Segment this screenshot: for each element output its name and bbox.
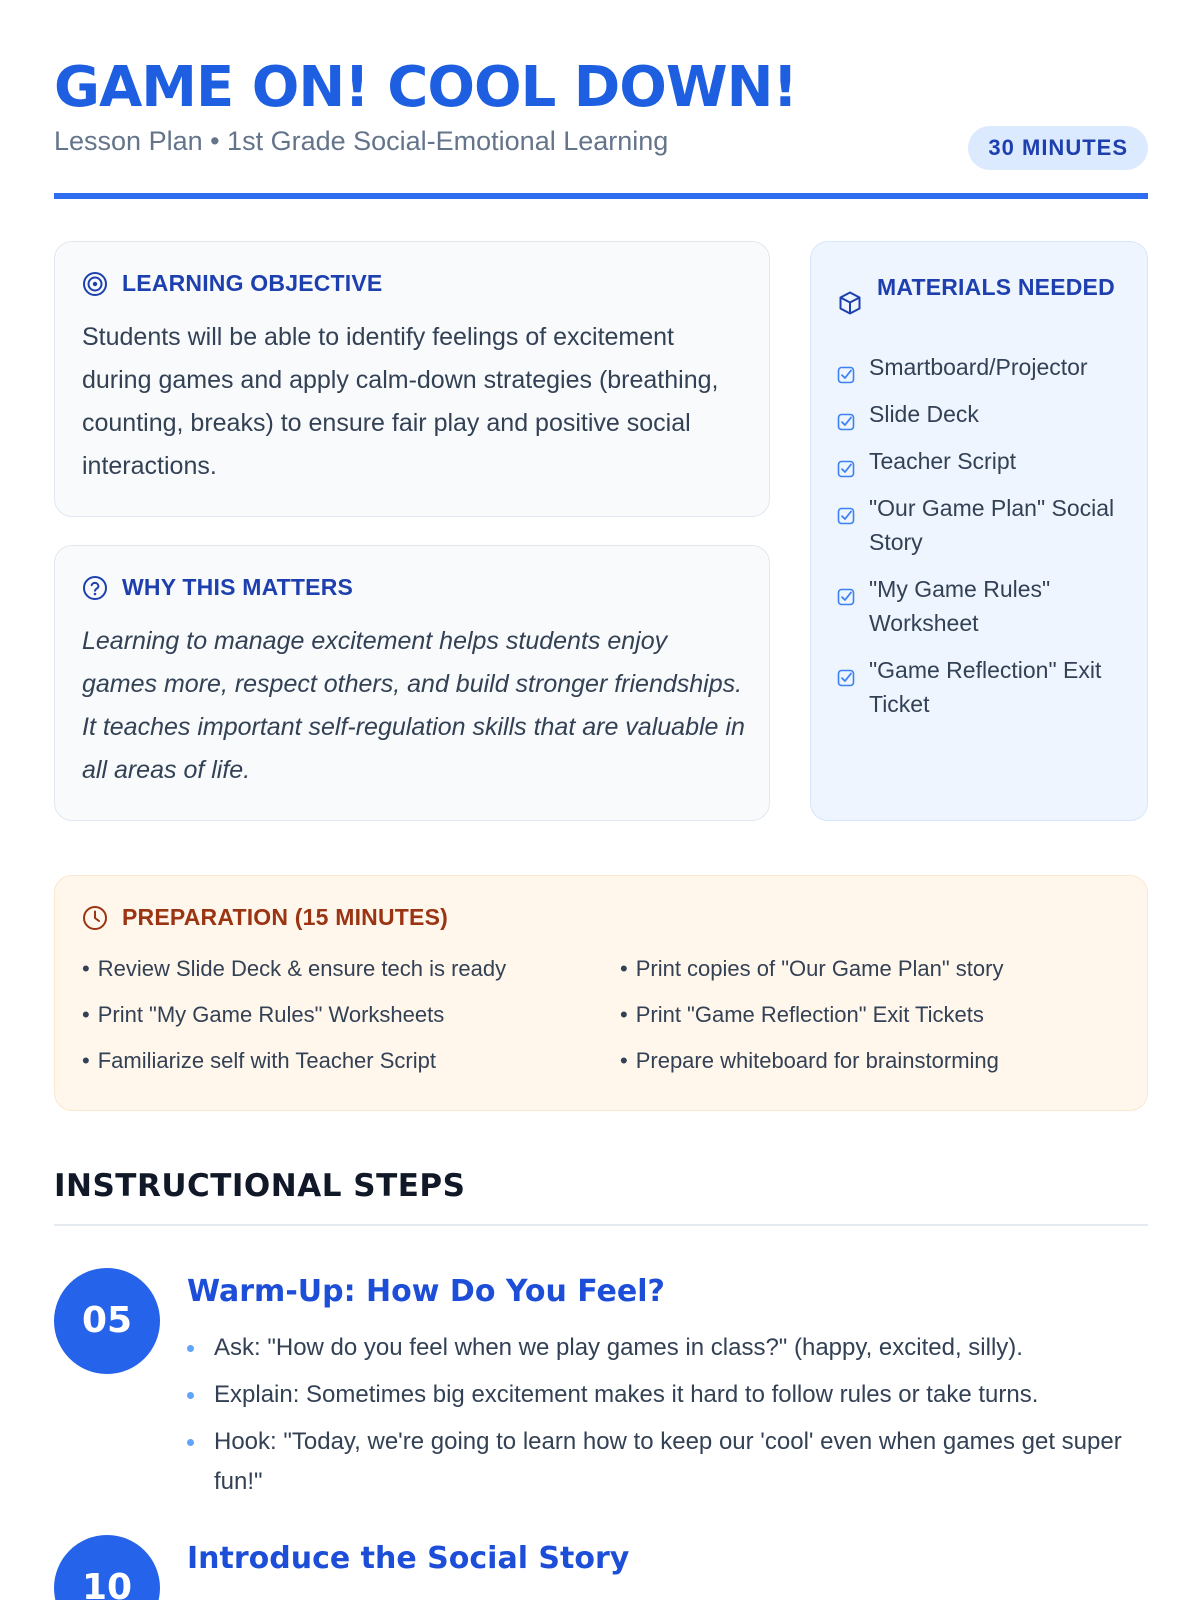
checkbox-checked-icon [837,662,855,680]
preparation-item: • Print "Game Reflection" Exit Tickets [620,1000,1122,1030]
learning-objective-title: LEARNING OBJECTIVE [122,270,383,296]
preparation-item: • Prepare whiteboard for brainstorming [620,1046,1122,1076]
why-this-matters-title: WHY THIS MATTERS [122,574,354,600]
preparation-item: • Print "My Game Rules" Worksheets [82,1000,620,1030]
checkbox-checked-icon [837,581,855,599]
steps-divider [54,1224,1148,1226]
checkbox-checked-icon [837,406,855,424]
materials-item-label: Teacher Script [869,448,1017,474]
instructional-steps-heading: INSTRUCTIONAL STEPS [54,1168,466,1204]
materials-item [837,350,1133,384]
materials-item-label: Smartboard/Projector [869,354,1088,380]
step-bullet: Ask: "How do you feel when we play games in class?" (happy, excited, silly). [187,1328,1148,1368]
preparation-item: • Review Slide Deck & ensure tech is ready [82,954,620,984]
learning-objective-heading [82,270,382,297]
preparation-item: • Print copies of "Our Game Plan" story [620,954,1122,984]
materials-item-label: "Game Reflection" Exit Ticket [869,657,1102,717]
materials-item [837,572,1133,640]
question-circle-icon [82,575,108,601]
target-icon [82,271,108,297]
preparation-list [82,954,1122,1076]
step-bullet-list [187,1328,1148,1509]
materials-heading [837,270,1127,316]
why-this-matters-card [54,545,770,821]
duration-badge: 30 MINUTES [968,126,1148,170]
learning-objective-card [54,241,770,517]
materials-item-label: Slide Deck [869,401,979,427]
why-this-matters-heading [82,574,353,601]
header-divider [54,193,1148,199]
page-title: GAME ON! COOL DOWN! [54,55,798,120]
materials-item [837,444,1133,478]
materials-item [837,397,1133,431]
materials-title: MATERIALS NEEDED [877,274,1115,300]
checkbox-checked-icon [837,453,855,471]
learning-objective-text: Students will be able to identify feelings of excitement during games and apply calm-down strategies (breathing, counting, breaks) to ensure fair play and positive social interactions. [82,323,719,480]
step-minutes-badge: 10 [54,1535,160,1600]
checkbox-checked-icon [837,500,855,518]
step-minutes-badge: 05 [54,1268,160,1374]
materials-item [837,653,1133,721]
materials-item [837,491,1133,559]
step-title: Introduce the Social Story [187,1541,630,1576]
preparation-card [54,875,1148,1111]
box-icon [837,290,863,316]
checkbox-checked-icon [837,359,855,377]
step-title: Warm-Up: How Do You Feel? [187,1274,665,1309]
materials-item-label: "Our Game Plan" Social Story [869,495,1115,555]
materials-card [810,241,1148,821]
step-bullet: Explain: Sometimes big excitement makes it hard to follow rules or take turns. [187,1375,1148,1415]
why-this-matters-text: Learning to manage excitement helps students enjoy games more, respect others, and build stronger friendships. It teaches important self-regulation skills that are valuable in all areas of life. [82,627,745,784]
preparation-item: • Familiarize self with Teacher Script [82,1046,620,1076]
materials-list [837,350,1133,734]
step-bullet: Hook: "Today, we're going to learn how to keep our 'cool' even when games get super fun!" [187,1422,1148,1502]
preparation-heading [82,904,448,931]
clock-icon [82,905,108,931]
page-subtitle: Lesson Plan • 1st Grade Social-Emotional Learning [54,126,669,156]
preparation-title: PREPARATION (15 MINUTES) [122,904,448,930]
materials-item-label: "My Game Rules" Worksheet [869,576,1051,636]
